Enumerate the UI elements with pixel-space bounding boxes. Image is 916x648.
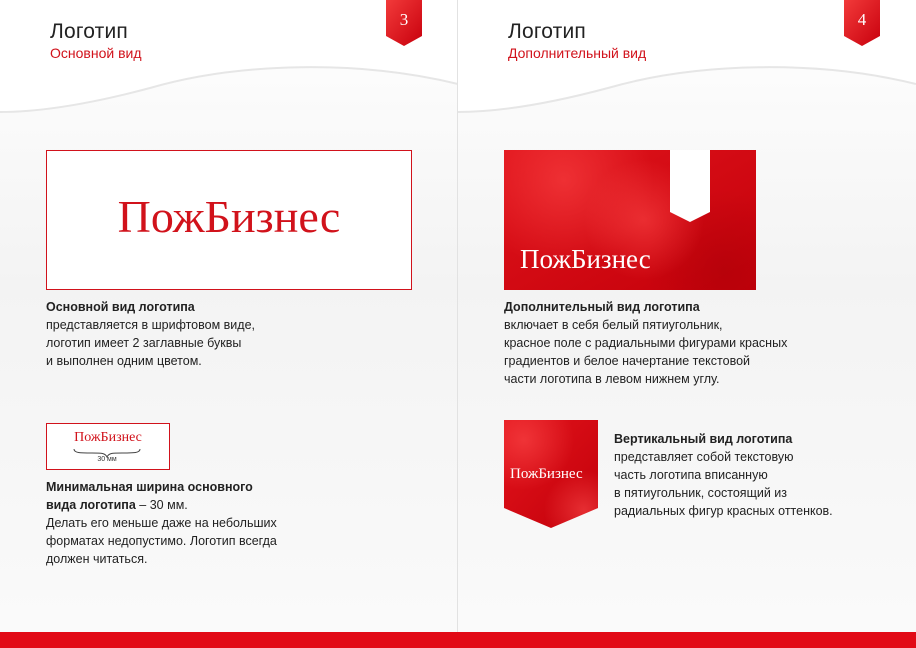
desc-line: представляет собой текстовую: [614, 450, 794, 464]
desc-line: Делать его меньше даже на небольших: [46, 516, 277, 530]
min-width-description: [46, 478, 436, 568]
page-title: Логотип: [508, 20, 586, 43]
desc-line: градиентов и белое начертание текстовой: [504, 354, 751, 368]
desc-heading: Минимальная ширина основного: [46, 480, 253, 494]
bottom-red-bar: [0, 632, 916, 648]
page-number: 3: [399, 10, 409, 29]
page-number-tab: [386, 0, 422, 46]
desc-line: радиальных фигур красных оттенков.: [614, 504, 833, 518]
desc-line: включает в себя белый пятиугольник,: [504, 318, 723, 332]
main-logo-description: [46, 298, 426, 370]
page-subtitle: Основной вид: [50, 45, 142, 61]
page-subtitle: Дополнительный вид: [508, 45, 647, 61]
desc-line: и выполнен одним цветом.: [46, 354, 202, 368]
vertical-logo-description: [614, 430, 904, 520]
dimension-label: 30 мм: [97, 456, 117, 463]
page-title: Логотип: [50, 20, 128, 43]
additional-logo: [504, 150, 756, 290]
additional-logo-text: ПожБизнес: [520, 244, 651, 274]
page-number-tab: [844, 0, 880, 46]
small-logo-text: ПожБизнес: [74, 430, 142, 445]
desc-line: красное поле с радиальными фигурами красных: [504, 336, 788, 350]
desc-line: логотип имеет 2 заглавные буквы: [46, 336, 242, 350]
right-page: [458, 0, 916, 632]
page-divider: [457, 0, 458, 632]
desc-line: форматах недопустимо. Логотип всегда: [46, 534, 277, 548]
desc-value: – 30 мм.: [135, 498, 188, 512]
desc-line: часть логотипа вписанную: [614, 468, 768, 482]
desc-heading: вида логотипа: [46, 498, 136, 512]
main-logo-frame: [46, 150, 412, 290]
desc-heading: Основной вид логотипа: [46, 300, 195, 314]
desc-line: в пятиугольник, состоящий из: [614, 486, 788, 500]
desc-heading: Дополнительный вид логотипа: [504, 300, 700, 314]
white-pentagon-shape: [670, 150, 710, 222]
vertical-logo: [504, 420, 598, 528]
vertical-logo-text: ПожБизнес: [510, 466, 583, 482]
desc-heading: Вертикальный вид логотипа: [614, 432, 793, 446]
main-logo-text: ПожБизнес: [117, 190, 341, 242]
left-page: [0, 0, 458, 632]
desc-line: представляется в шрифтовом виде,: [46, 318, 255, 332]
desc-line: части логотипа в левом нижнем углу.: [504, 372, 720, 386]
desc-line: должен читаться.: [46, 552, 148, 566]
page-number: 4: [857, 10, 867, 29]
additional-logo-description: [504, 298, 904, 388]
